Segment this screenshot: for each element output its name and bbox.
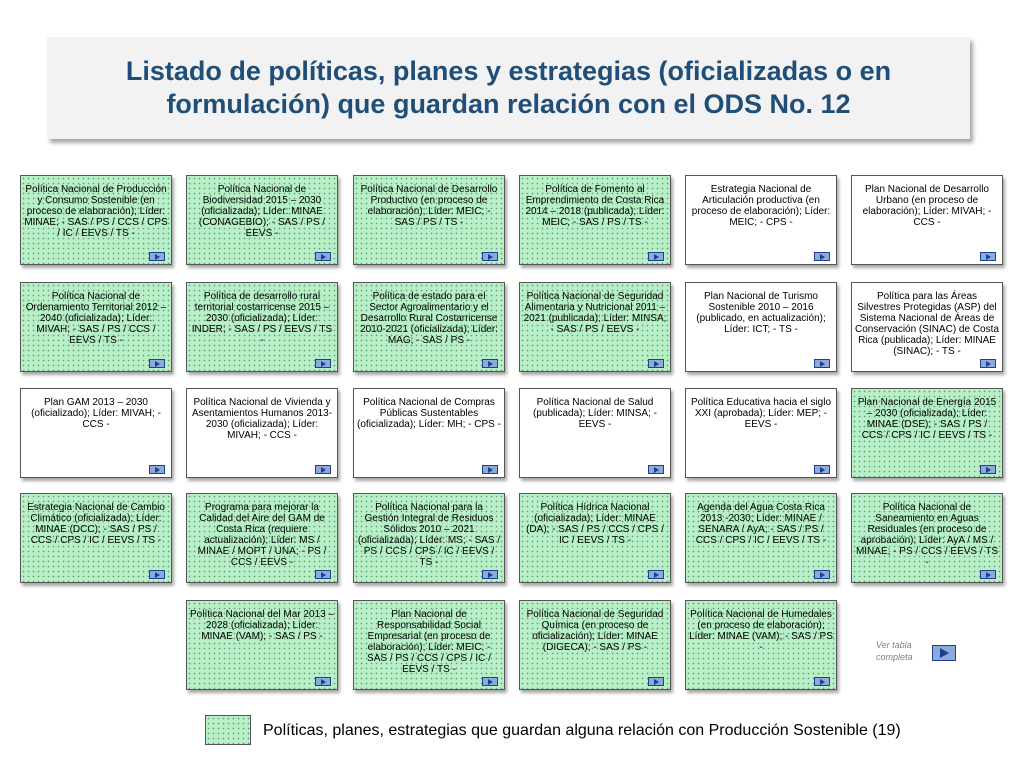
policy-card-text: Política Nacional de Vivienda y Asentamientos Humanos 2013-2030 (oficializada); Líder: MIVAH; - CCS -: [191, 397, 333, 441]
policy-card[interactable]: [186, 282, 338, 372]
policy-card-text: Política de Fomento al Emprendimiento de Costa Rica 2014 – 2018 (publicada); Líder: MEIC; - SAS / PS / TS -: [525, 184, 665, 228]
policy-card-text: Plan Nacional de Energía 2015 – 2030 (oficializada); Líder: MINAE (DSE); - SAS / PS / CCS / CPS / IC / EEVS / TS -: [857, 397, 997, 441]
policy-card-text: Programa para mejorar la Calidad del Aire del GAM de Costa Rica (requiere actualización); Líder: MS / MINAE / MOPT / UNA; - PS / CCS / EEVS -: [197, 502, 327, 568]
forward-arrow-button[interactable]: [980, 359, 996, 368]
policy-card-text: Política Nacional de Seguridad Alimentaria y Nutricional 2011 – 2021 (publicada); Líder: MINSA; - SAS / PS / EEVS -: [523, 291, 667, 335]
forward-arrow-button[interactable]: [814, 465, 830, 474]
policy-card[interactable]: [353, 493, 505, 583]
forward-arrow-button[interactable]: [648, 465, 664, 474]
policy-card-text: Política Nacional de Seguridad Química (en proceso de oficialización); Líder: MINAE (DIGECA); - SAS / PS -: [526, 609, 664, 653]
forward-arrow-button[interactable]: [149, 252, 165, 261]
policy-card-text: Política Nacional de Compras Públicas Sustentables (oficializada); Líder: MH; - CPS -: [357, 397, 501, 430]
policy-card-text: Política Nacional de Saneamiento en Aguas Residuales (en proceso de aprobación); Líder: AyA / MS / MINAE; - PS / CCS / EEVS / TS -: [855, 502, 999, 568]
policy-card[interactable]: [851, 388, 1003, 478]
forward-arrow-button[interactable]: [648, 677, 664, 686]
policy-card-text: Agenda del Agua Costa Rica 2013 -2030; Líder: MINAE / SENARA / AyA; - SAS / PS / CCS / CPS / IC / EEVS / TS -: [695, 502, 827, 546]
policy-card[interactable]: [519, 493, 671, 583]
policy-card[interactable]: [519, 175, 671, 265]
policy-card-text: Política Nacional de Ordenamiento Territorial 2012 – 2040 (oficializada); Líder: MIVAH; - SAS / PS / CCS / EEVS / TS -: [25, 291, 167, 346]
policy-card[interactable]: [685, 493, 837, 583]
policy-card[interactable]: [186, 175, 338, 265]
forward-arrow-button[interactable]: [315, 359, 331, 368]
forward-arrow-button[interactable]: [980, 252, 996, 261]
forward-arrow-button[interactable]: [980, 570, 996, 579]
forward-arrow-button[interactable]: [315, 252, 331, 261]
policy-card[interactable]: [20, 282, 172, 372]
ver-tabla-button[interactable]: [932, 645, 956, 661]
forward-arrow-button[interactable]: [648, 359, 664, 368]
policy-card[interactable]: [851, 282, 1003, 372]
policy-card-text: Política Nacional de Biodiversidad 2015 – 2030 (oficializada); Líder: MINAE (CONAGEBIO); - SAS / PS / EEVS -: [198, 184, 326, 239]
forward-arrow-button[interactable]: [482, 570, 498, 579]
forward-arrow-button[interactable]: [315, 465, 331, 474]
ver-tabla-label[interactable]: Ver tabla completa: [876, 640, 913, 662]
policy-card-text: Plan Nacional de Turismo Sostenible 2010 – 2016 (publicado, en actualización); Líder: ICT; - TS -: [696, 291, 826, 335]
legend-swatch: [205, 715, 251, 745]
forward-arrow-button[interactable]: [482, 252, 498, 261]
forward-arrow-button[interactable]: [814, 677, 830, 686]
policy-card[interactable]: [20, 388, 172, 478]
policy-card-text: Estrategia Nacional de Cambio Climático (oficializada); Líder: MINAE (DCC); - SAS / PS / CCS / CPS / IC / EEVS / TS -: [27, 502, 165, 546]
forward-arrow-button[interactable]: [482, 677, 498, 686]
policy-card[interactable]: [851, 175, 1003, 265]
policy-card[interactable]: [519, 282, 671, 372]
policy-card-text: Política Nacional del Mar 2013 – 2028 (oficializada); Líder: MINAE (VAM); - SAS / PS -: [190, 609, 334, 642]
policy-card-text: Política Nacional para la Gestión Integral de Residuos Sólidos 2010 – 2021 (oficializada); Líder: MS; - SAS / PS / CCS / CPS / IC / EEVS / TS -: [357, 502, 501, 568]
policy-card-text: Política para las Áreas Silvestres Protegidas (ASP) del Sistema Nacional de Áreas de Conservación (SINAC) de Costa Rica (publicada); Líder: MINAE (SINAC); - TS -: [855, 291, 999, 357]
forward-arrow-button[interactable]: [648, 252, 664, 261]
policy-card[interactable]: [851, 493, 1003, 583]
policy-card-text: Política Educativa hacia el siglo XXI (aprobada); Líder: MEP; - EEVS -: [690, 397, 832, 430]
policy-card-text: Política de estado para el Sector Agroalimentario y el Desarrollo Rural Costarricense 2010-2021 (oficializada); Líder: MAG; - SAS / PS -: [360, 291, 498, 346]
policy-card-text: Política Nacional de Desarrollo Productivo (en proceso de elaboración); Líder: MEIC; - SAS / PS / TS -: [360, 184, 498, 228]
policy-card[interactable]: [353, 175, 505, 265]
forward-arrow-button[interactable]: [814, 252, 830, 261]
forward-arrow-button[interactable]: [814, 359, 830, 368]
policy-card-text: Plan Nacional de Desarrollo Urbano (en proceso de elaboración); Líder: MIVAH; - CCS -: [862, 184, 992, 228]
policy-card-text: Política de desarrollo rural territorial costarricense 2015 – 2030 (oficializada); Líder: INDER; - SAS / PS / EEVS / TS -: [191, 291, 333, 346]
forward-arrow-button[interactable]: [980, 465, 996, 474]
title-banner: [47, 37, 970, 139]
forward-arrow-button[interactable]: [149, 570, 165, 579]
policy-card-text: Estrategia Nacional de Articulación productiva (en proceso de elaboración); Líder: MEIC; - CPS -: [691, 184, 831, 228]
policy-card[interactable]: [353, 282, 505, 372]
policy-card-text: Política Nacional de Producción y Consumo Sostenible (en proceso de elaboración); Líder: MINAE; - SAS / PS / CCS / CPS / IC / EEVS / TS -: [24, 184, 168, 239]
forward-arrow-button[interactable]: [149, 359, 165, 368]
forward-arrow-button[interactable]: [315, 677, 331, 686]
policy-card[interactable]: [186, 388, 338, 478]
policy-card-text: Plan Nacional de Responsabilidad Social Empresarial (en proceso de elaboración); Líder: MEIC; - SAS / PS / CCS / CPS / IC / EEVS / TS -: [367, 609, 491, 675]
forward-arrow-button[interactable]: [315, 570, 331, 579]
policy-card[interactable]: [20, 493, 172, 583]
policy-card[interactable]: [685, 388, 837, 478]
policy-card[interactable]: [353, 388, 505, 478]
policy-card[interactable]: [685, 600, 837, 690]
forward-arrow-button[interactable]: [482, 359, 498, 368]
policy-card[interactable]: [20, 175, 172, 265]
policy-card-text: Política Nacional de Salud (publicada); Líder: MINSA; - EEVS -: [533, 397, 657, 430]
forward-arrow-button[interactable]: [482, 465, 498, 474]
legend-text: Políticas, planes, estrategias que guardan alguna relación con Producción Sostenible (19): [263, 722, 901, 739]
forward-arrow-button[interactable]: [149, 465, 165, 474]
policy-card[interactable]: [186, 600, 338, 690]
policy-card-text: Política Nacional de Humedales (en proceso de elaboración); Líder: MINAE (VAM); - SAS / PS -: [689, 609, 833, 653]
policy-card[interactable]: [685, 175, 837, 265]
forward-arrow-button[interactable]: [648, 570, 664, 579]
policy-card[interactable]: [353, 600, 505, 690]
policy-card[interactable]: [519, 600, 671, 690]
policy-card-text: Política Hídrica Nacional (oficializada); Líder: MINAE (DA); - SAS / PS / CCS / CPS / IC / EEVS / TS -: [526, 502, 664, 546]
policy-card[interactable]: [685, 282, 837, 372]
policy-card[interactable]: [519, 388, 671, 478]
policy-card[interactable]: [186, 493, 338, 583]
policy-card-text: Plan GAM 2013 – 2030 (oficializado); Líder: MIVAH; - CCS -: [31, 397, 161, 430]
page-title: Listado de políticas, planes y estrategias (oficializadas o en formulación) que guardan relación con el ODS No. 12: [125, 56, 892, 119]
forward-arrow-button[interactable]: [814, 570, 830, 579]
